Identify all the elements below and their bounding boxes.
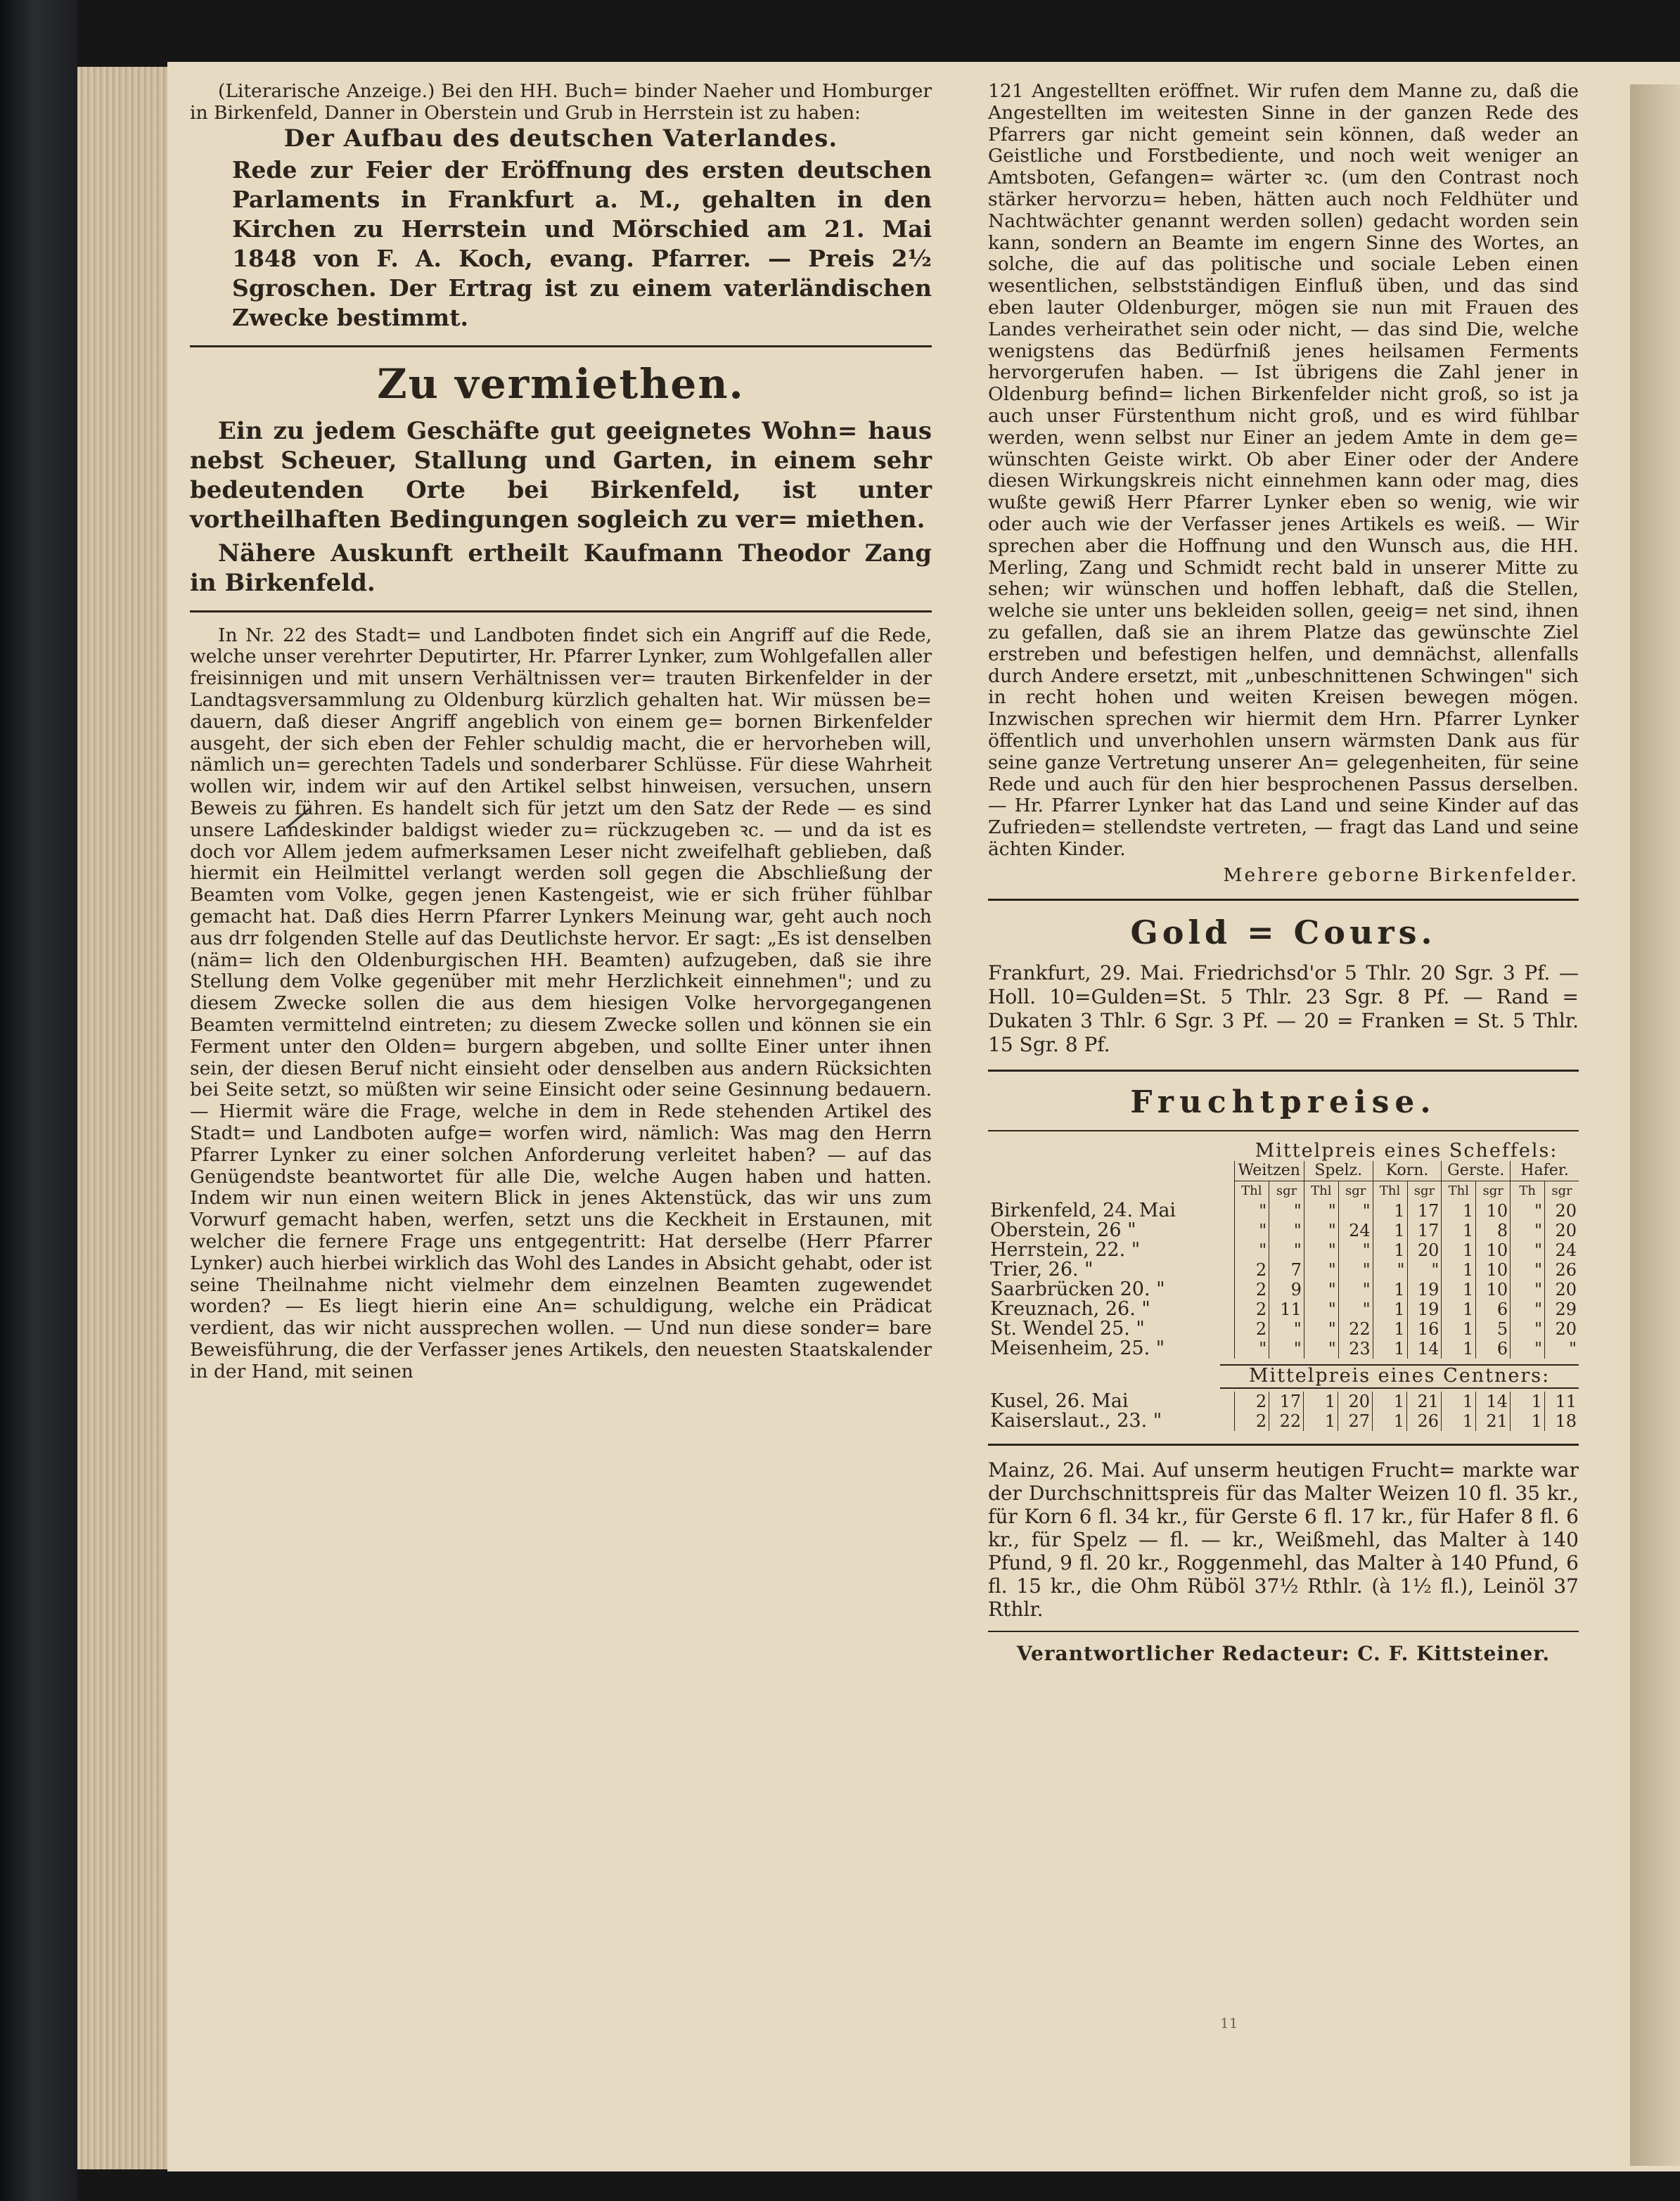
price-cell: 21	[1407, 1392, 1442, 1411]
price-cell: 1	[1510, 1392, 1544, 1411]
grain-header: Weitzen	[1234, 1161, 1304, 1181]
text-line: daß sie ihre Stellung dem Volke gegenüber mit mehr	[190, 949, 932, 993]
price-cell: "	[1269, 1201, 1304, 1221]
price-cell: 1	[1442, 1260, 1476, 1280]
price-cell: 20	[1545, 1201, 1579, 1221]
price-cell: 8	[1476, 1221, 1511, 1240]
fruit-price-table	[988, 1141, 1579, 1359]
text-line: Hoffnung und den Wunsch aus, die HH. Merling,	[988, 534, 1579, 579]
place-cell: Herrstein, 22. "	[990, 1239, 1141, 1262]
price-cell: "	[1511, 1339, 1545, 1359]
text-line: dauern, daß dieser Angriff angeblich von einem ge=	[190, 710, 735, 733]
text-line: das gewünschte Ziel erstreben und befestigen helfen,	[988, 621, 1579, 665]
text-line: diese Wahrheit wollen wir, indem wir auf den Artikel	[190, 754, 932, 798]
text-line: stellendste vertreten, — fragt das Land und seine	[1103, 816, 1579, 839]
price-cell: "	[1511, 1201, 1545, 1221]
text-line: können, daß weder an Geistliche und Forstbediente,	[988, 123, 1579, 167]
price-cell: 1	[1373, 1392, 1407, 1411]
price-cell: 20	[1545, 1280, 1579, 1300]
text-line: lich den Oldenburgischen HH. Beamten) aufzugeben,	[264, 949, 809, 971]
price-cell: 6	[1476, 1339, 1511, 1359]
price-cell: 11	[1269, 1300, 1304, 1319]
price-cell: 1	[1373, 1240, 1407, 1260]
place-cell: Saarbrücken 20. "	[990, 1278, 1165, 1301]
unit-header: Thl	[1304, 1181, 1338, 1202]
text-line: haben? — auf das Genügendste beantwortet für alle	[190, 1143, 932, 1188]
price-cell: 1	[1373, 1300, 1407, 1319]
text-line: schuldig macht, die er hervorheben will, nämlich un=	[190, 732, 932, 776]
price-cell: 1	[1442, 1201, 1476, 1221]
text-line: Fürstenthum nicht groß, und es wird fühlbar werden,	[988, 404, 1579, 449]
price-cell: 1	[1442, 1339, 1476, 1359]
text-line: bare Beweisführung, die der Verfasser jenes Artikels,	[190, 1317, 932, 1361]
text-line: jenes Artikels es weiß. — Wir sprechen aber die	[988, 513, 1579, 557]
text-line: hiermit ein Heilmittel verlangt werden soll gegen	[190, 862, 716, 885]
price-cell: "	[1373, 1260, 1407, 1280]
text-line: Es handelt sich für jetzt um den Satz der Rede	[371, 797, 838, 819]
text-line: (Herr Pfarrer Lynker) auch hierbei wirklich das	[190, 1230, 932, 1274]
scheffel-header: Mittelpreis eines Scheffels:	[1255, 1140, 1558, 1162]
price-cell: 1	[1442, 1280, 1476, 1300]
price-cell: 2	[1234, 1300, 1269, 1319]
next-page-edge	[1630, 84, 1680, 2166]
text-line: gehalten in den Kirchen zu Herrstein	[232, 185, 932, 243]
unit-header: sgr	[1545, 1181, 1579, 1202]
book-title: Der Aufbau des deutschen Vaterlandes.	[283, 124, 838, 153]
text-line: Wohl des Landes in Absicht gehabt, oder ist seine	[190, 1252, 932, 1296]
text-line: (Literarische Anzeige.) Bei den HH. Buch=	[218, 80, 635, 102]
price-cell: 2	[1234, 1319, 1269, 1339]
book-description	[190, 155, 932, 333]
text-line: Ein zu jedem Geschäfte gut geeignetes Wohn=	[218, 416, 868, 445]
price-cell: 1	[1510, 1411, 1544, 1431]
text-line: unter vortheilhaften Bedingungen sogleich zu ver=	[190, 475, 932, 534]
price-cell: "	[1338, 1240, 1373, 1260]
text-line: jenes heilsamen Ferments hervorgerufen haben. —	[988, 340, 1579, 384]
table-corner	[988, 1141, 1234, 1161]
price-cell: "	[1545, 1339, 1579, 1359]
unit-header: Thl	[1442, 1181, 1476, 1202]
text-line: 8 Pf. — Rand = Dukaten 3 Thlr. 6 Sgr. 3 Pf. —	[988, 985, 1579, 1033]
article-signature: Mehrere geborne Birkenfelder.	[1223, 864, 1579, 886]
table-row	[988, 1260, 1579, 1280]
price-cell: 11	[1544, 1392, 1579, 1411]
price-cell: "	[1269, 1319, 1304, 1339]
price-cell: "	[1511, 1221, 1545, 1240]
price-cell: 19	[1407, 1300, 1442, 1319]
gold-cours-title: Gold = Cours.	[1130, 913, 1437, 952]
table-corner	[988, 1181, 1234, 1202]
text-line: aufmerksamen Leser nicht zweifelhaft geblieben, daß	[411, 840, 932, 863]
price-cell: 1	[1442, 1300, 1476, 1319]
price-cell: 14	[1475, 1392, 1510, 1411]
text-line: und demnächst, allenfalls durch Andere ersetzt, mit	[988, 643, 1579, 687]
price-cell: 7	[1269, 1260, 1304, 1280]
text-line: Daß dies Herrn Pfarrer Lynkers Meinung war,	[323, 905, 783, 928]
text-line: In Nr. 22 des Stadt= und Landboten findet sich	[218, 624, 692, 646]
text-line: geht auch noch aus drr folgenden Stelle auf das	[190, 905, 932, 949]
price-cell: "	[1304, 1240, 1338, 1260]
table-row	[988, 1319, 1579, 1339]
place-cell: Kreuznach, 26. "	[990, 1298, 1150, 1321]
text-line: Deutlichste hervor. Er sagt: „Es ist denselben (näm=	[190, 927, 932, 971]
price-cell: "	[1269, 1221, 1304, 1240]
text-line: schuldigung, welche ein Prädicat verdient, das wir	[190, 1295, 932, 1340]
text-line: aller freisinnigen und mit unsern Verhältnissen ver=	[190, 646, 932, 690]
price-cell: 29	[1545, 1300, 1579, 1319]
table-row	[988, 1392, 1579, 1411]
grain-header: Gerste.	[1442, 1161, 1511, 1181]
price-cell: 20	[1545, 1319, 1579, 1339]
price-cell: "	[1407, 1260, 1442, 1280]
text-line: Ist übrigens die Zahl jener in Oldenburg befind=	[988, 361, 1579, 406]
text-line: sollen und können sie ein Ferment unter den Olden=	[190, 1013, 932, 1058]
grain-header: Korn.	[1373, 1161, 1442, 1181]
price-cell: "	[1338, 1201, 1373, 1221]
price-cell: "	[1511, 1240, 1545, 1260]
text-line: Die, welche Augen haben und hatten.	[542, 1165, 932, 1188]
price-cell: 1	[1373, 1319, 1407, 1339]
text-line: Herzlichkeit einnehmen"; und zu diesem Zwecke	[190, 970, 932, 1015]
text-line: Lynker öffentlich und unverhohlen unsern wärmsten	[988, 708, 1579, 752]
price-cell: 26	[1545, 1260, 1579, 1280]
table-row	[988, 1221, 1579, 1240]
text-line: besprochenen Passus derselben. — Hr. Pfarrer Lynker	[988, 773, 1579, 817]
text-line: — es sind unsere Landeskinder baldigst wieder zu=	[190, 797, 932, 841]
text-line: sollen die aus dem hiesigen Volke hervorgegangenen	[363, 992, 932, 1015]
text-line: Zang in Birkenfeld.	[190, 539, 932, 597]
table-row	[988, 1201, 1579, 1221]
price-cell: 10	[1476, 1201, 1511, 1221]
text-line: miethen.	[806, 505, 925, 534]
text-line: weiten Kreisen bewegen mögen.	[1229, 686, 1579, 709]
place-cell: Kaiserslaut., 23. "	[990, 1410, 1162, 1432]
text-line: stehenden Artikel des Stadt= und Landboten aufge=	[190, 1100, 932, 1144]
table-row	[988, 1280, 1579, 1300]
text-line: zu haben:	[768, 101, 861, 124]
text-line: Indem wir nun einen weitern Blick in jenes	[190, 1187, 641, 1209]
price-cell: "	[1304, 1319, 1338, 1339]
text-line: Stellen, welche sie unter uns bekleiden sollen, geeig=	[988, 578, 1579, 622]
price-cell: "	[1234, 1240, 1269, 1260]
price-cell: "	[1511, 1300, 1545, 1319]
price-cell: "	[1234, 1339, 1269, 1359]
text-line: zu, daß die Angestellten im weitesten Sinne in der	[988, 80, 1579, 124]
text-line: selbst hinweisen, versuchen, unsern Beweis zu führen.	[190, 776, 932, 819]
text-line: hat das Land und seine Kinder auf das Zufrieden=	[988, 795, 1579, 839]
left-column	[190, 81, 932, 1382]
page-mark: 11	[1220, 2015, 1238, 2032]
text-line: Weißmehl, das Malter à 140 Pfund, 9 fl. 20 kr.,	[988, 1528, 1579, 1575]
divider	[190, 345, 932, 347]
price-cell: 1	[1373, 1411, 1407, 1431]
price-cell: 2	[1235, 1411, 1269, 1431]
book-cover-edge	[0, 0, 77, 2201]
text-line: genannt werden sollen) gedacht worden sein kann,	[988, 210, 1579, 254]
text-line: Hiermit wäre die Frage, welche in dem in Rede	[219, 1100, 717, 1123]
text-line: wärter ꝛc. (um den Contrast noch stärker hervorzu=	[988, 167, 1579, 210]
place-cell: St. Wendel 25. "	[990, 1318, 1145, 1340]
text-line: die Abschließung der Beamten vom Volke, gegen jenen	[190, 862, 932, 906]
text-line: Lynker zu einer solchen Anforderung verleitet	[269, 1143, 748, 1166]
text-line: zu sehen; wir wünschen und hoffen lebhaft, daß die	[988, 556, 1579, 601]
text-line: — das sind Die, welche wenigstens das Bedürfniß	[988, 318, 1579, 362]
text-line: wenn selbst nur Einer an jedem Amte in dem ge=	[1074, 426, 1579, 449]
price-cell: 19	[1407, 1280, 1442, 1300]
divider	[988, 899, 1579, 901]
unit-header: sgr	[1407, 1181, 1442, 1202]
text-line: deutschen Parlaments in Frankfurt a. M.,	[232, 155, 932, 213]
table-corner	[988, 1161, 1234, 1181]
text-line: Roggenmehl, das Malter à 140 Pfund, 6 fl. 15 kr., die	[988, 1551, 1579, 1598]
text-line: Deputirter, Hr. Pfarrer Lynker, zum Wohlgefallen	[418, 646, 889, 668]
text-line: Nähere Auskunft ertheilt Kaufmann Theodor	[218, 539, 865, 567]
price-cell: "	[1338, 1280, 1373, 1300]
price-cell: 5	[1476, 1319, 1511, 1339]
price-cell: 27	[1338, 1411, 1373, 1431]
text-line: binder Naeher und Homburger in Birkenfeld,	[190, 80, 932, 124]
price-cell: 1	[1304, 1392, 1338, 1411]
grain-header: Hafer.	[1511, 1161, 1579, 1181]
text-line: gerechten Tadels und sonderbarer Schlüsse. Für	[318, 754, 790, 776]
rent-contact	[190, 539, 932, 598]
gold-cours-text	[988, 961, 1579, 1057]
text-line: zugewendet worden? — Es liegt hierin eine An=	[190, 1273, 932, 1318]
text-line: 121 Angestellten eröffnet. Wir rufen dem Manne	[988, 80, 1470, 102]
price-cell: 23	[1338, 1339, 1373, 1359]
price-cell: 10	[1476, 1280, 1511, 1300]
price-cell: "	[1304, 1339, 1338, 1359]
centner-header: Mittelpreis eines Centners:	[1220, 1364, 1579, 1389]
price-cell: 20	[1338, 1392, 1373, 1411]
text-line: markte war der Durchschnittspreis für das Malter	[988, 1458, 1579, 1506]
place-cell: Oberstein, 26 "	[990, 1219, 1136, 1242]
literary-ad-intro	[190, 81, 932, 124]
text-line: mit Frauen des Landes verheirathet sein oder nicht,	[988, 296, 1579, 340]
unit-header: sgr	[1476, 1181, 1511, 1202]
price-cell: 26	[1407, 1411, 1442, 1431]
text-line: eben so wenig, wie wir oder auch wie der Verfasser	[988, 492, 1579, 535]
text-line: worfen wird, nämlich: Was mag den Herrn Pfarrer	[190, 1122, 932, 1166]
text-line: net sind, ihnen zu gefallen, daß sie an ihrem Platze	[988, 600, 1579, 643]
text-line: nicht aussprechen wollen. — Und nun diese sonder=	[363, 1317, 889, 1340]
text-line: Ohm Rüböl 37½ Rthlr. (à 1½ fl.), Leinöl 37 Rthlr.	[988, 1574, 1579, 1622]
text-line: den neuesten Staatskalender in der Hand, mit seinen	[190, 1338, 932, 1382]
text-line: wünschten Geiste wirkt. Ob aber Einer oder der	[988, 448, 1511, 470]
text-line: rückzugeben ꝛc. — und da ist es doch vor Allem jedem	[190, 819, 932, 863]
text-line: 20 = Franken = St. 5 Thlr. 15 Sgr. 8 Pf.	[988, 1009, 1579, 1057]
text-line: Mainz, 26. Mai. Auf unserm heutigen Frucht=	[988, 1458, 1463, 1482]
text-line: trauten Birkenfelder in der Landtagsversammlung zu	[190, 667, 932, 711]
text-line: Oldenburg kürzlich gehalten hat. Wir müssen be=	[443, 688, 932, 711]
price-cell: 1	[1373, 1221, 1407, 1240]
text-line: werfen, setzt uns die Keckheit in Erstaunen, mit welcher	[190, 1209, 932, 1252]
price-cell: "	[1511, 1260, 1545, 1280]
text-line: Aktenstück, das wir uns zum Vorwurf gemacht haben,	[190, 1187, 932, 1231]
price-cell: 17	[1407, 1221, 1442, 1240]
price-cell: "	[1234, 1201, 1269, 1221]
price-cell: 10	[1476, 1240, 1511, 1260]
article-continuation	[988, 81, 1579, 861]
table-row	[988, 1300, 1579, 1319]
text-line: einem sehr bedeutenden Orte bei Birkenfeld, ist	[190, 446, 932, 504]
centner-price-table	[988, 1392, 1579, 1431]
text-line: vaterländischen Zwecke bestimmt.	[232, 274, 932, 331]
price-cell: 1	[1442, 1411, 1476, 1431]
unit-header: Thl	[1234, 1181, 1269, 1202]
text-line: 20 Sgr. 3 Pf. — Holl. 10=Gulden=St. 5 Thlr. 23 Sgr.	[988, 961, 1579, 1009]
price-cell: "	[1269, 1339, 1304, 1359]
price-cell: 14	[1407, 1339, 1442, 1359]
text-line: ganzen Rede des Pfarrers gar nicht gemeint sein	[988, 101, 1579, 146]
price-cell: "	[1511, 1319, 1545, 1339]
text-line: haus nebst Scheuer, Stallung und Garten, in	[190, 416, 932, 475]
price-cell: "	[1338, 1260, 1373, 1280]
grain-header: Spelz.	[1304, 1161, 1373, 1181]
rent-heading: Zu vermiethen.	[377, 359, 745, 408]
price-cell: 20	[1545, 1221, 1579, 1240]
text-line: die fernere Frage uns entgegentritt: Hat derselbe	[277, 1230, 800, 1252]
literary-ad	[190, 81, 932, 333]
unit-header: sgr	[1338, 1181, 1373, 1202]
rent-ad	[190, 360, 932, 598]
price-cell: 2	[1235, 1392, 1269, 1411]
text-line: Frankfurt, 29. Mai. Friedrichsd'or 5 Thlr.	[988, 961, 1421, 985]
mainz-market-report	[988, 1458, 1579, 1621]
divider	[988, 1130, 1579, 1131]
editor-line: Verantwortlicher Redacteur: C. F. Kittsteiner.	[1016, 1642, 1551, 1666]
fruchtpreise-title: Fruchtpreise.	[1130, 1084, 1437, 1121]
text-line: Danner in Oberstein und Grub in Herrstein ist	[324, 101, 769, 124]
price-cell: 2	[1234, 1260, 1269, 1280]
price-cell: 24	[1545, 1240, 1579, 1260]
price-cell: 6	[1476, 1300, 1511, 1319]
text-line: und noch weit weniger an Amtsboten, Gefangen=	[988, 145, 1579, 189]
price-cell: 21	[1475, 1411, 1510, 1431]
text-line: Rede zur Feier der Eröffnung des ersten	[232, 155, 798, 184]
article-text	[190, 625, 932, 1383]
text-line: ein Angriff auf die Rede, welche unser verehrter	[190, 624, 932, 668]
text-line: Kastengeist, wie er sich früher fühlbar gemacht hat.	[190, 884, 932, 928]
price-cell: 22	[1269, 1411, 1304, 1431]
price-cell: 1	[1442, 1240, 1476, 1260]
price-cell: "	[1338, 1300, 1373, 1319]
text-line: Weizen 10 fl. 35 kr., für Korn 6 fl. 34 kr., für Gerste	[988, 1482, 1579, 1529]
price-cell: 10	[1476, 1260, 1511, 1280]
table-row	[988, 1411, 1579, 1431]
divider	[988, 1631, 1579, 1632]
text-line: Dank aus für seine ganze Vertretung unserer An=	[988, 729, 1579, 774]
place-cell: Meisenheim, 25. "	[990, 1337, 1165, 1360]
text-line: F. A. Koch, evang. Pfarrer. — Preis	[376, 244, 892, 272]
price-cell: 1	[1373, 1339, 1407, 1359]
text-line: Inzwischen sprechen wir hiermit dem Hrn. Pfarrer	[988, 708, 1513, 731]
table-row	[988, 1240, 1579, 1260]
unit-header: sgr	[1269, 1181, 1304, 1202]
price-cell: 16	[1407, 1319, 1442, 1339]
text-line: bornen Birkenfelder ausgeht, der sich eben der Fehler	[190, 710, 932, 755]
text-line: an solche, die auf das politische und sociale Leben	[988, 231, 1579, 276]
text-line: der diesen Beruf nicht einsieht oder denselben aus	[241, 1057, 742, 1079]
text-line: Andere diesen Wirkungskreis nicht einnehmen kann	[988, 448, 1579, 492]
price-cell: 22	[1338, 1319, 1373, 1339]
text-line: lichen Birkenfelder nicht groß, so ist ja auch unser	[988, 383, 1579, 427]
price-cell: 18	[1544, 1411, 1579, 1431]
text-line: Theilnahme nicht vielmehr dem einzelnen Beamten	[256, 1273, 818, 1296]
price-cell: 20	[1407, 1240, 1442, 1260]
place-cell: Trier, 26. "	[990, 1259, 1094, 1281]
text-line: sondern an Beamte im engern Sinne des Wortes,	[1051, 231, 1556, 254]
text-line: burgern abgeben, und sollte Einer unter ihnen sein,	[190, 1035, 932, 1079]
price-cell: 9	[1269, 1280, 1304, 1300]
text-line: seine Einsicht oder seine Gesinnung bedauern. —	[190, 1079, 932, 1123]
unit-header: Thl	[1373, 1181, 1407, 1202]
price-cell: "	[1234, 1221, 1269, 1240]
price-cell: "	[1269, 1240, 1304, 1260]
text-line: Zang und Schmidt recht bald in unserer Mitte	[1079, 556, 1557, 579]
rent-text	[190, 416, 932, 534]
price-cell: 24	[1338, 1221, 1373, 1240]
price-cell: 1	[1442, 1319, 1476, 1339]
divider	[190, 610, 932, 612]
text-line: Beamten vermittelnd eintreten; zu diesem Zwecke	[190, 1013, 685, 1036]
price-cell: 1	[1373, 1201, 1407, 1221]
price-cell: "	[1304, 1201, 1338, 1221]
text-line: das sind eben lauter Oldenburger, mögen sie nun	[988, 275, 1579, 319]
divider	[988, 1070, 1579, 1072]
price-cell: 2	[1234, 1280, 1269, 1300]
price-cell: 17	[1407, 1201, 1442, 1221]
price-cell: 17	[1269, 1392, 1304, 1411]
price-cell: 1	[1373, 1280, 1407, 1300]
text-line: einen wesentlichen, selbstständigen Einfluß üben, und	[988, 253, 1579, 297]
price-cell: 1	[1442, 1392, 1476, 1411]
text-line: ächten Kinder.	[988, 838, 1126, 860]
text-line: andern Rücksichten bei Seite setzt, so müßten wir	[190, 1057, 932, 1101]
table-row	[988, 1339, 1579, 1359]
price-cell: "	[1304, 1221, 1338, 1240]
text-line: oder mag, dies wußte gewiß Herr Pfarrer Lynker	[988, 470, 1579, 514]
price-cell: "	[1304, 1300, 1338, 1319]
text-line: heben, hätten auch noch Feldhüter und Nachtwächter	[988, 188, 1579, 232]
place-cell: Birkenfeld, 24. Mai	[990, 1200, 1176, 1222]
text-line: gelegenheiten, für seine Rede und auch für den hier	[988, 751, 1579, 795]
place-cell: Kusel, 26. Mai	[990, 1390, 1129, 1413]
page-edges	[77, 67, 176, 2169]
text-line: 6 fl. 17 kr., für Hafer 8 fl. 6 kr., für Spelz — fl. — kr.,	[988, 1505, 1579, 1552]
price-cell: "	[1304, 1280, 1338, 1300]
price-cell: 1	[1304, 1411, 1338, 1431]
price-cell: "	[1511, 1280, 1545, 1300]
divider	[988, 1444, 1579, 1446]
unit-header: Th	[1511, 1181, 1545, 1202]
text-line: und Mörschied am 21. Mai 1848 von	[232, 214, 932, 272]
price-cell: "	[1304, 1260, 1338, 1280]
price-cell: 1	[1442, 1221, 1476, 1240]
text-line: „unbeschnittenen Schwingen" sich in recht hohen und	[988, 665, 1579, 709]
text-line: 2½ Sgroschen. Der Ertrag ist zu einem	[232, 244, 932, 302]
right-column	[988, 81, 1579, 1665]
